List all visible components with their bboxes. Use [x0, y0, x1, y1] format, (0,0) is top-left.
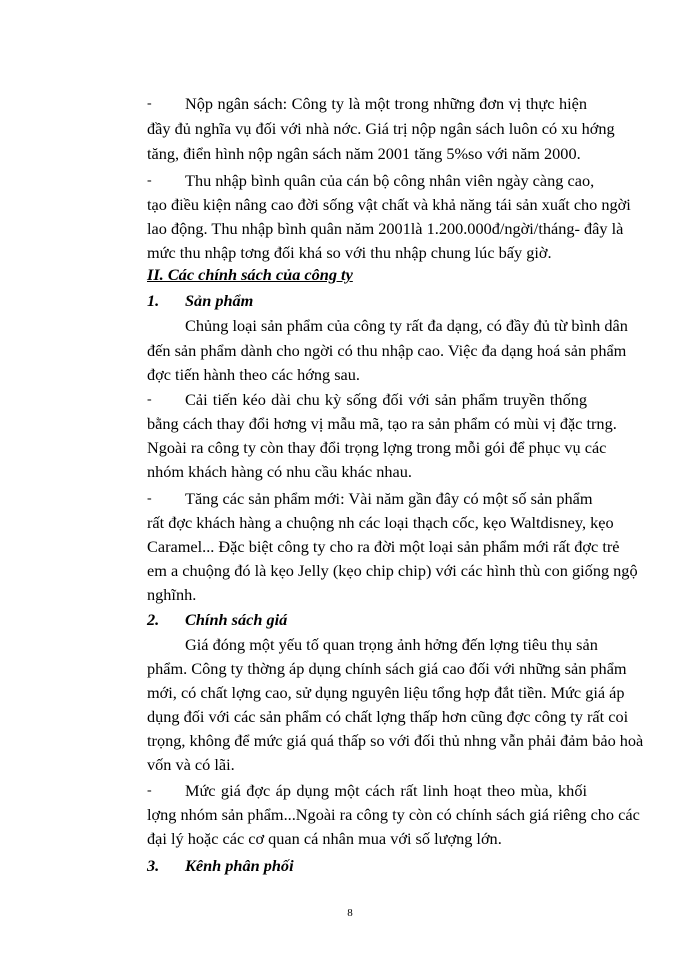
text-line: đại lý hoặc các cơ quan cá nhân mua với số lượng lớn. [147, 829, 502, 848]
text-line: Nộp ngân sách: Công ty là một trong những đơn vị thực hiện [185, 94, 587, 113]
text-line: trọng, không để mức giá quá thấp so với đối thủ nhng vẫn phải đảm bảo hoà [147, 731, 644, 750]
text-line: nhóm khách hàng có nhu cầu khác nhau. [147, 462, 412, 481]
subsection-title: Sản phẩm [185, 291, 254, 310]
bullet-dash: - [147, 173, 152, 188]
text-line: lao động. Thu nhập bình quân năm 2001là 1.200.000đ/ngời/tháng- đây là [147, 219, 624, 238]
text-line: đầy đủ nghĩa vụ đối với nhà nớc. Giá trị nộp ngân sách luôn có xu hớng [147, 119, 615, 138]
subsection-number: 3. [147, 856, 160, 875]
text-line: vốn và có lãi. [147, 755, 235, 774]
bullet-dash: - [147, 96, 152, 111]
text-line: rất đợc khách hàng a chuộng nh các loại thạch cốc, kẹo Waltdisney, kẹo [147, 513, 614, 532]
subsection-number: 1. [147, 291, 160, 310]
text-line: Ngoài ra công ty còn thay đổi trọng lợng trong mỗi gói để phục vụ các [147, 438, 607, 457]
text-line: tạo điều kiện nâng cao đời sống vật chất và khả năng tái sản xuất cho ngời [147, 195, 631, 214]
text-line: phẩm. Công ty thờng áp dụng chính sách giá cao đối với những sản phẩm [147, 659, 627, 678]
text-line: bằng cách thay đổi hơng vị mẫu mã, tạo ra sản phẩm có mùi vị đặc trng. [147, 414, 617, 433]
bullet-dash: - [147, 491, 152, 506]
text-line: Chủng loại sản phẩm của công ty rất đa dạng, có đầy đủ từ bình dân [185, 316, 628, 335]
section-heading-text: II. Các chính sách của công ty [147, 265, 353, 284]
text-line: Cải tiến kéo dài chu kỳ sống đối với sản phẩm truyền thống [185, 390, 587, 409]
text-line: em a chuộng đó là kẹo Jelly (kẹo chip chip) với các hình thù con giống ngộ [147, 561, 638, 580]
text-line: dụng đối với các sản phẩm có chất lợng thấp hơn cũng đợc công ty rất coi [147, 707, 629, 726]
text-line: mới, có chất lợng cao, sử dụng nguyên liệu tổng hợp đắt tiền. Mức giá áp [147, 683, 625, 702]
text-line: tăng, điển hình nộp ngân sách năm 2001 tăng 5%so với năm 2000. [147, 144, 581, 163]
text-line: Mức giá đợc áp dụng một cách rất linh hoạt theo mùa, khối [185, 781, 587, 800]
subsection-title: Kênh phân phối [185, 856, 294, 875]
text-line: đến sản phẩm dành cho ngời có thu nhập cao. Việc đa dạng hoá sản phẩm [147, 341, 627, 360]
text-line: đợc tiến hành theo các hớng sau. [147, 365, 360, 384]
subsection-title: Chính sách giá [185, 610, 288, 629]
page-number: 8 [347, 907, 353, 919]
bullet-dash: - [147, 783, 152, 798]
text-line: Thu nhập bình quân của cán bộ công nhân viên ngày càng cao, [185, 171, 595, 190]
text-line: Tăng các sản phẩm mới: Vài năm gần đây có một số sản phẩm [185, 489, 593, 508]
text-line: lợng nhóm sản phẩm...Ngoài ra công ty còn có chính sách giá riêng cho các [147, 805, 640, 824]
text-line: mức thu nhập tơng đối khá so với thu nhập chung lúc bấy giờ. [147, 243, 552, 262]
text-line: Caramel... Đặc biệt công ty cho ra đời một loại sản phẩm mới rất đợc trẻ [147, 537, 620, 556]
text-line: nghĩnh. [147, 585, 197, 604]
subsection-number: 2. [147, 610, 160, 629]
bullet-dash: - [147, 392, 152, 407]
section-heading [147, 264, 587, 286]
text-line: Giá đóng một yếu tố quan trọng ảnh hởng đến lợng tiêu thụ sản [185, 635, 598, 654]
